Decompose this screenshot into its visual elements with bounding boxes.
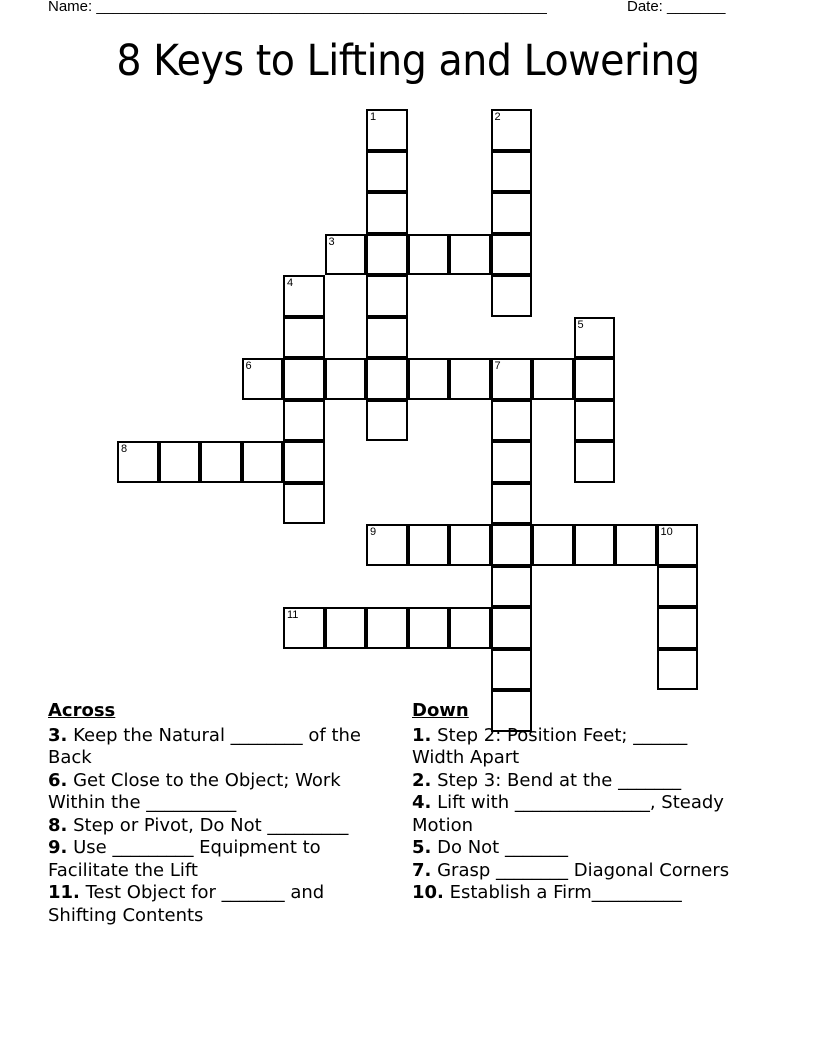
grid-cell[interactable] (449, 358, 491, 400)
clue-number: 6. (48, 769, 68, 791)
grid-cell[interactable] (491, 109, 533, 151)
grid-cell[interactable] (491, 649, 533, 691)
cell-number: 6 (245, 360, 252, 372)
across-clues (48, 700, 388, 927)
cell-number: 11 (287, 609, 299, 621)
clue-down-10 (412, 882, 732, 905)
clue-number: 8. (48, 814, 68, 836)
grid-cell[interactable] (449, 607, 491, 649)
grid-cell[interactable] (532, 524, 574, 566)
grid-cell[interactable] (366, 109, 408, 151)
name-field[interactable]: Name: ______________________________________________________ (48, 0, 547, 15)
grid-cell[interactable] (283, 358, 325, 400)
clue-down-4 (412, 792, 732, 837)
grid-cell[interactable] (117, 441, 159, 483)
clue-text: Keep the Natural ________ of the Back (48, 724, 362, 768)
grid-cell[interactable] (408, 524, 450, 566)
clue-text: Step 2: Position Feet; ______ Width Apart (412, 724, 688, 768)
clue-text: Grasp ________ Diagonal Corners (431, 859, 730, 881)
grid-cell[interactable] (491, 151, 533, 193)
clue-text: Test Object for _______ and Shifting Contents (48, 882, 325, 926)
grid-cell[interactable] (283, 275, 325, 317)
cell-number: 4 (287, 277, 294, 289)
clue-text: Step 3: Bend at the _______ (431, 769, 682, 791)
grid-cell[interactable] (491, 441, 533, 483)
grid-cell[interactable] (366, 275, 408, 317)
grid-cell[interactable] (283, 400, 325, 442)
cell-number: 2 (494, 111, 501, 123)
clue-number: 7. (412, 859, 432, 881)
down-clues (412, 700, 732, 905)
grid-cell[interactable] (283, 483, 325, 525)
grid-cell[interactable] (657, 649, 699, 691)
across-heading: Across (48, 700, 116, 721)
clue-down-1 (412, 725, 732, 770)
grid-cell[interactable] (325, 358, 367, 400)
grid-cell[interactable] (408, 607, 450, 649)
grid-cell[interactable] (491, 607, 533, 649)
grid-cell[interactable] (574, 524, 616, 566)
grid-cell[interactable] (491, 400, 533, 442)
grid-cell[interactable] (574, 358, 616, 400)
clue-number: 10. (412, 882, 444, 903)
cell-number: 5 (577, 318, 584, 331)
clue-number: 11. (48, 882, 80, 903)
clue-across-8 (48, 815, 388, 838)
grid-cell[interactable] (366, 192, 408, 234)
grid-cell[interactable] (657, 524, 699, 566)
clue-number: 2. (412, 769, 432, 791)
grid-cell[interactable] (366, 234, 408, 276)
grid-cell[interactable] (366, 524, 408, 566)
grid-cell[interactable] (657, 566, 699, 608)
grid-cell[interactable] (325, 234, 367, 276)
clue-text: Use _________ Equipment to Facilitate the Lift (48, 837, 321, 881)
grid-cell[interactable] (491, 192, 533, 234)
grid-cell[interactable] (532, 358, 574, 400)
cell-number: 9 (370, 526, 377, 538)
clue-text: Get Close to the Object; Work Within the __________ (48, 769, 341, 813)
grid-cell[interactable] (366, 151, 408, 193)
clue-text: Establish a Firm__________ (443, 882, 682, 903)
clue-across-9 (48, 837, 388, 882)
clue-number: 3. (48, 724, 68, 746)
grid-cell[interactable] (449, 234, 491, 276)
grid-cell[interactable] (491, 524, 533, 566)
grid-cell[interactable] (325, 607, 367, 649)
cell-number: 1 (370, 111, 377, 123)
grid-cell[interactable] (574, 317, 616, 359)
grid-cell[interactable] (491, 358, 533, 400)
grid-cell[interactable] (242, 441, 284, 483)
cell-number: 8 (121, 443, 128, 455)
clue-number: 4. (412, 792, 432, 813)
clue-number: 9. (48, 837, 68, 858)
grid-cell[interactable] (657, 607, 699, 649)
clue-down-5 (412, 837, 732, 860)
clue-across-6 (48, 770, 388, 815)
grid-cell[interactable] (574, 441, 616, 483)
clue-across-3 (48, 725, 388, 770)
clue-text: Lift with _______________, Steady Motion (412, 792, 724, 836)
cell-number: 7 (494, 360, 501, 372)
grid-cell[interactable] (449, 524, 491, 566)
grid-cell[interactable] (159, 441, 201, 483)
clue-number: 5. (412, 837, 432, 858)
grid-cell[interactable] (491, 275, 533, 317)
page-title: 8 Keys to Lifting and Lowering (116, 36, 700, 86)
grid-cell[interactable] (491, 566, 533, 608)
clue-down-2 (412, 770, 732, 793)
clue-text: Do Not _______ (431, 837, 568, 858)
down-heading: Down (412, 700, 469, 721)
clue-text: Step or Pivot, Do Not _________ (67, 814, 349, 836)
grid-cell[interactable] (242, 358, 284, 400)
grid-cell[interactable] (366, 358, 408, 400)
date-field[interactable]: Date: _______ (627, 0, 726, 15)
grid-cell[interactable] (491, 483, 533, 525)
grid-cell[interactable] (366, 317, 408, 359)
grid-cell[interactable] (200, 441, 242, 483)
cell-number: 3 (328, 235, 335, 248)
clue-across-11 (48, 882, 388, 927)
grid-cell[interactable] (615, 524, 657, 566)
grid-cell[interactable] (408, 234, 450, 276)
grid-cell[interactable] (408, 358, 450, 400)
cell-number: 10 (660, 526, 673, 538)
grid-cell[interactable] (574, 400, 616, 442)
grid-cell[interactable] (283, 441, 325, 483)
grid-cell[interactable] (366, 607, 408, 649)
grid-cell[interactable] (283, 607, 325, 649)
grid-cell[interactable] (283, 317, 325, 359)
clue-number: 1. (412, 724, 432, 746)
clue-down-7 (412, 860, 732, 883)
grid-cell[interactable] (366, 400, 408, 442)
grid-cell[interactable] (491, 234, 533, 276)
